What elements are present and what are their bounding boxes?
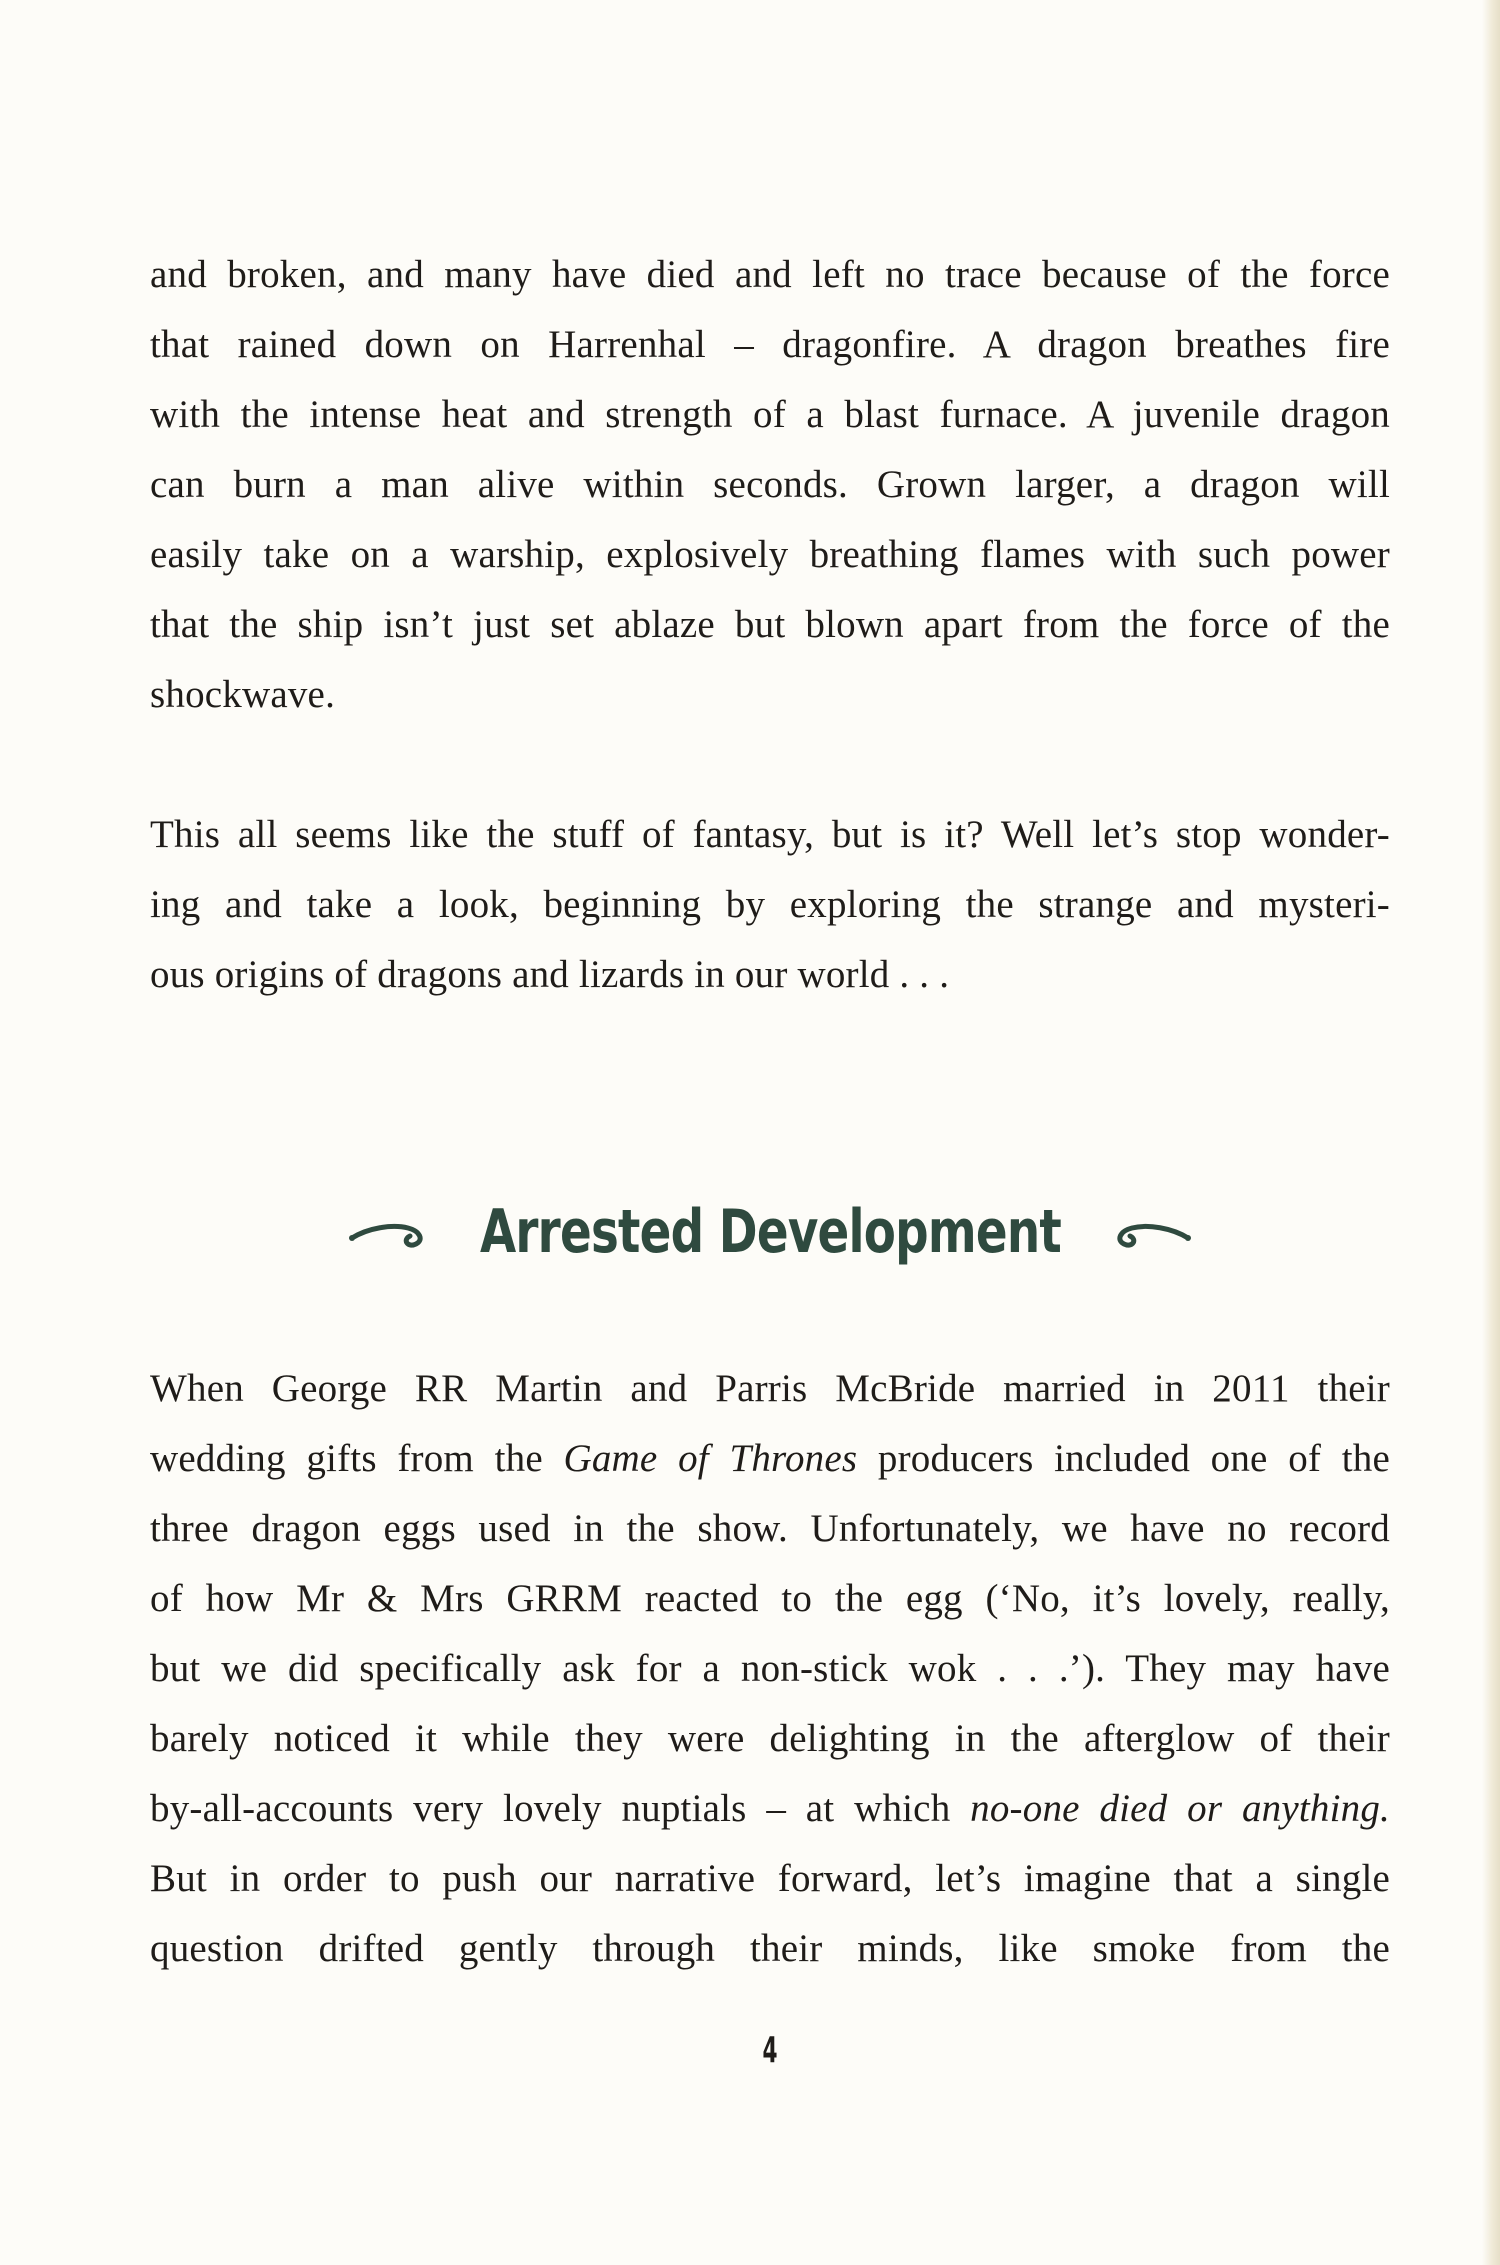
text-fragment: wedding gifts from the <box>150 1437 564 1480</box>
text-line: that the ship isn’t just set ablaze but blown apart from the force of the <box>150 603 1390 646</box>
text-line <box>150 1774 1390 1844</box>
text-line: barely noticed it while they were delighting in the afterglow of their <box>150 1717 1390 1760</box>
text-line: ing and take a look, beginning by exploring the strange and mysteri- <box>150 883 1390 926</box>
text-line: and broken, and many have died and left no trace because of the force <box>150 253 1390 296</box>
text-line: three dragon eggs used in the show. Unfortunately, we have no record <box>150 1507 1390 1550</box>
text-line: question drifted gently through their minds, like smoke from the <box>150 1927 1390 1970</box>
page-edge-shadow <box>1482 0 1500 2265</box>
emphasis-text: no-one died or anything. <box>970 1787 1390 1830</box>
text-line: but we did specifically ask for a non-stick wok . . .’). They may have <box>150 1647 1390 1690</box>
text-line: with the intense heat and strength of a blast furnace. A juvenile dragon <box>150 393 1390 436</box>
text-line: can burn a man alive within seconds. Grown larger, a dragon will <box>150 463 1390 506</box>
text-line <box>150 1424 1390 1494</box>
book-title: Game of Thrones <box>563 1437 858 1480</box>
text-line: easily take on a warship, explosively breathing flames with such power <box>150 533 1390 576</box>
section-title: Arrested Development <box>479 1197 1061 1267</box>
scroll-flourish-right-icon <box>1104 1212 1192 1252</box>
text-line: shockwave. <box>150 673 336 716</box>
paragraph-fantasy <box>150 800 1390 1010</box>
text-fragment: by-all-accounts very lovely nuptials – at which <box>150 1787 971 1830</box>
text-fragment: producers included one of the <box>857 1437 1390 1480</box>
text-line: of how Mr & Mrs GRRM reacted to the egg (‘No, it’s lovely, really, <box>150 1577 1390 1620</box>
paragraph-dragonfire <box>150 240 1390 730</box>
book-page <box>150 0 1390 2265</box>
text-line: ous origins of dragons and lizards in our world . . . <box>150 953 950 996</box>
text-line: When George RR Martin and Parris McBride married in 2011 their <box>150 1367 1390 1410</box>
paragraph-wedding <box>150 1354 1390 1984</box>
text-line: But in order to push our narrative forward, let’s imagine that a single <box>150 1857 1390 1900</box>
scroll-flourish-left-icon <box>348 1212 436 1252</box>
page-number: 4 <box>762 2030 778 2071</box>
section-heading <box>150 1182 1390 1282</box>
text-line: that rained down on Harrenhal – dragonfire. A dragon breathes fire <box>150 323 1390 366</box>
text-line: This all seems like the stuff of fantasy, but is it? Well let’s stop wonder- <box>150 813 1390 856</box>
